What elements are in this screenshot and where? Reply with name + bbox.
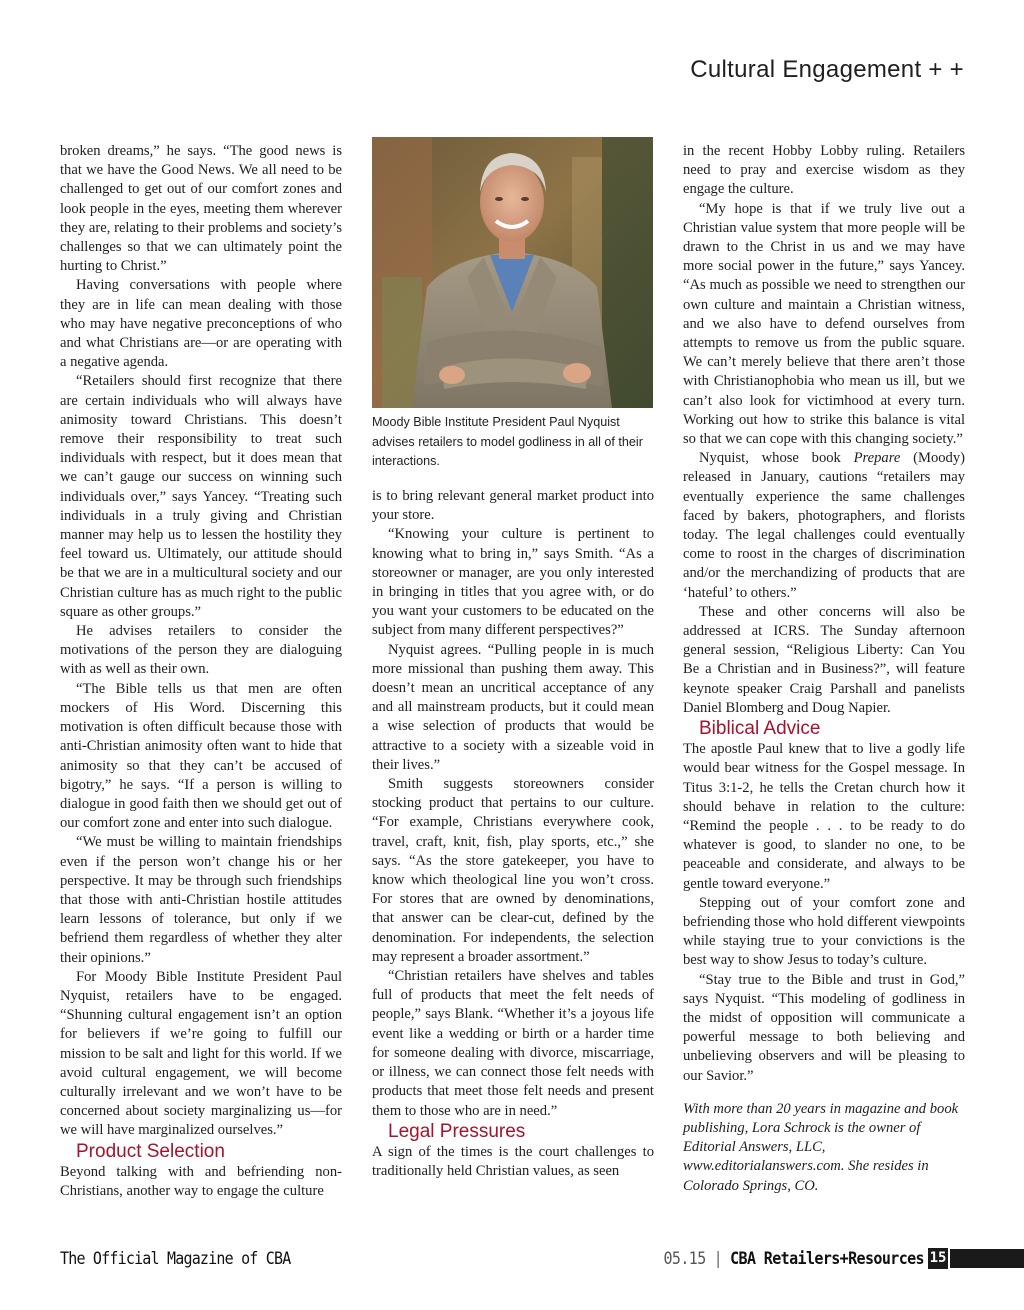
subheading-legal-pressures: Legal Pressures bbox=[388, 1120, 526, 1142]
paragraph: “We must be willing to maintain friendships even if the person won’t change his or her perspective. It may be through such friendships that those with anti-Christian hostile attitudes learn lessons of tolerance, but only if we befriend them regardless of whether they alter their opinions.” bbox=[60, 834, 342, 966]
paragraph bbox=[683, 449, 965, 603]
paragraph: He advises retailers to consider the motivations of the person they are dialoguing with as well as their own. bbox=[60, 623, 342, 678]
paragraph: Nyquist agrees. “Pulling people in is much more missional than pushing them away. This doesn’t mean an uncritical acceptance of any and all mainstream products, but it could mean a wise selection of products that would be attractive to a society with a sizeable void in their lives.” bbox=[372, 641, 654, 773]
paragraph: For Moody Bible Institute President Paul Nyquist, retailers have to be engaged. “Shunning cultural engagement isn’t an option for believers if we’re going to fulfill our mission to be salt and light for this world. If we avoid cultural engagement, we will become culturally irrelevant and we won’t have to be concerned about society marginalizing us—for we will have marginalized ourselves.” bbox=[60, 968, 342, 1139]
article-column-1 bbox=[60, 142, 342, 1201]
portrait-photo bbox=[372, 137, 653, 408]
paragraph: “Knowing your culture is pertinent to knowing what to bring in,” says Smith. “As a storeowner or manager, are you only interested in bringing in titles that you agree with, or do you want your customers to be educated on the subject from many different perspectives?” bbox=[372, 526, 654, 639]
book-title: Prepare bbox=[853, 450, 901, 467]
subheading-product-selection: Product Selection bbox=[76, 1140, 225, 1162]
paragraph: “Retailers should first recognize that there are certain individuals who will always have animosity toward Christians. This doesn’t remove their responsibility to treat such individuals with respect, but it does mean that we can’t gauge our success on winning such individuals over,” says Yancey. “Treating such individuals in a truly giving and Christian manner may help us to lessen the hostility they feel toward us. Ultimately, our attitude should be that we are in a multicultural society and our Christian culture has as much right to the public square as other groups.” bbox=[60, 373, 342, 620]
paragraph: in the recent Hobby Lobby ruling. Retailers need to pray and exercise wisdom as they engage the culture. bbox=[683, 143, 965, 198]
portrait-photo-icon bbox=[372, 137, 653, 408]
paragraph: Beyond talking with and befriending non-Christians, another way to engage the culture bbox=[60, 1163, 342, 1199]
paragraph: A sign of the times is the court challenges to traditionally held Christian values, as seen bbox=[372, 1143, 654, 1179]
paragraph: Stepping out of your comfort zone and befriending those who hold different viewpoints while staying true to your convictions is the best way to show Jesus to today’s culture. bbox=[683, 894, 965, 969]
paragraph: Having conversations with people where they are in life can mean dealing with those who may have negative preconceptions of who and what Christians are—or are operating with a negative agenda. bbox=[60, 277, 342, 371]
article-column-2 bbox=[372, 487, 654, 1181]
subheading-biblical-advice: Biblical Advice bbox=[699, 718, 821, 740]
paragraph: “Christian retailers have shelves and tables full of products that meet the felt needs of people,” says Blank. “Whether it’s a joyous life event like a wedding or birth or a harder time for someone dealing with divorce, miscarriage, or illness, we can connect those felt needs with products that meet those felt needs and present them to those who are in need.” bbox=[372, 968, 654, 1119]
page-number: 15 bbox=[928, 1248, 950, 1269]
paragraph: is to bring relevant general market product into your store. bbox=[372, 488, 654, 524]
section-title: Cultural Engagement + + bbox=[690, 56, 964, 83]
paragraph: These and other concerns will also be addressed at ICRS. The Sunday afternoon general session, “Religious Liberty: Can You Be a Christian and in Business?”, will feature keynote speaker Craig Parshall and panelists Daniel Blomberg and Doug Napier. bbox=[683, 603, 965, 716]
author-bio: With more than 20 years in magazine and book publishing, Lora Schrock is the owner of Editorial Answers, LLC, www.editorialanswers.com. She resides in Colorado Springs, CO. bbox=[683, 1100, 959, 1194]
paragraph: “Stay true to the Bible and trust in God,” says Nyquist. “This modeling of godliness in the midst of opposition will communicate a powerful message to both believing and unbelieving observers and will be pleasing to our Savior.” bbox=[683, 971, 965, 1084]
article-column-3 bbox=[683, 142, 965, 1196]
photo-caption: Moody Bible Institute President Paul Nyquist advises retailers to model godliness in all of their interactions. bbox=[372, 415, 643, 468]
footer-issue-info bbox=[663, 1248, 924, 1269]
paragraph: The apostle Paul knew that to live a godly life would bear witness for the Gospel message. In Titus 3:1-2, he tells the Cretan church how it should behave in relation to the culture: “Remind the people . . . to be ready to do whatever is good, to slander no one, to be peaceable and considerate, and always to be gentle toward everyone.” bbox=[683, 741, 965, 892]
footer-separator: | bbox=[713, 1248, 723, 1269]
issue-date: 05.15 bbox=[663, 1248, 706, 1269]
paragraph: “The Bible tells us that men are often mockers of His Word. Discerning this motivation is often difficult because those with anti-Christian animosity often want to hide that animosity so that they can’t be accused of bigotry,” he says. “If a person is willing to dialogue in good faith then we should get out of our comfort zone and enter into such dialogue. bbox=[60, 680, 342, 832]
paragraph: Smith suggests storeowners consider stocking product that pertains to our culture. “For example, Christians everywhere cook, travel, craft, knit, fish, play sports, etc.,” she says. “As the store gatekeeper, you have to know which theological line you won’t cross. For stores that are owned by denominations, that answer can be clear-cut, defined by the denomination. For independents, the selection may represent a broader assortment.” bbox=[372, 776, 654, 965]
magazine-name: CBA Retailers+Resources bbox=[730, 1248, 924, 1269]
footer-magazine-tagline: The Official Magazine of CBA bbox=[60, 1248, 291, 1269]
text-run: Nyquist, whose book bbox=[699, 450, 854, 467]
text-run: (Moody) released in January, cautions “retailers may eventually experience the same challenges faced by bakers, photographers, and florists today. The legal challenges could eventually come to roost in the charges of discrimination and/or the merchandizing of products that are ‘hateful’ to others.” bbox=[683, 450, 965, 601]
paragraph: “My hope is that if we truly live out a Christian value system that more people will be drawn to the Christ in us and we may have more social power in the future,” says Yancey. “As much as possible we need to strengthen our own culture and maintain a Christian witness, and we also have to defend ourselves from attempts to remove us from the public square. We can’t merely believe that there aren’t those with Christianophobia who mean us ill, but we can’t also look for victimhood at every turn. Working out how to strike this balance is vital so that we can cope with this changing society.” bbox=[683, 200, 965, 448]
paragraph: broken dreams,” he says. “The good news is that we have the Good News. We all need to be challenged to get out of our comfort zones and look people in the eyes, meeting them wherever they are, relating to their problems and society’s challenges so that we can ultimately point the hurting to Christ.” bbox=[60, 143, 342, 275]
